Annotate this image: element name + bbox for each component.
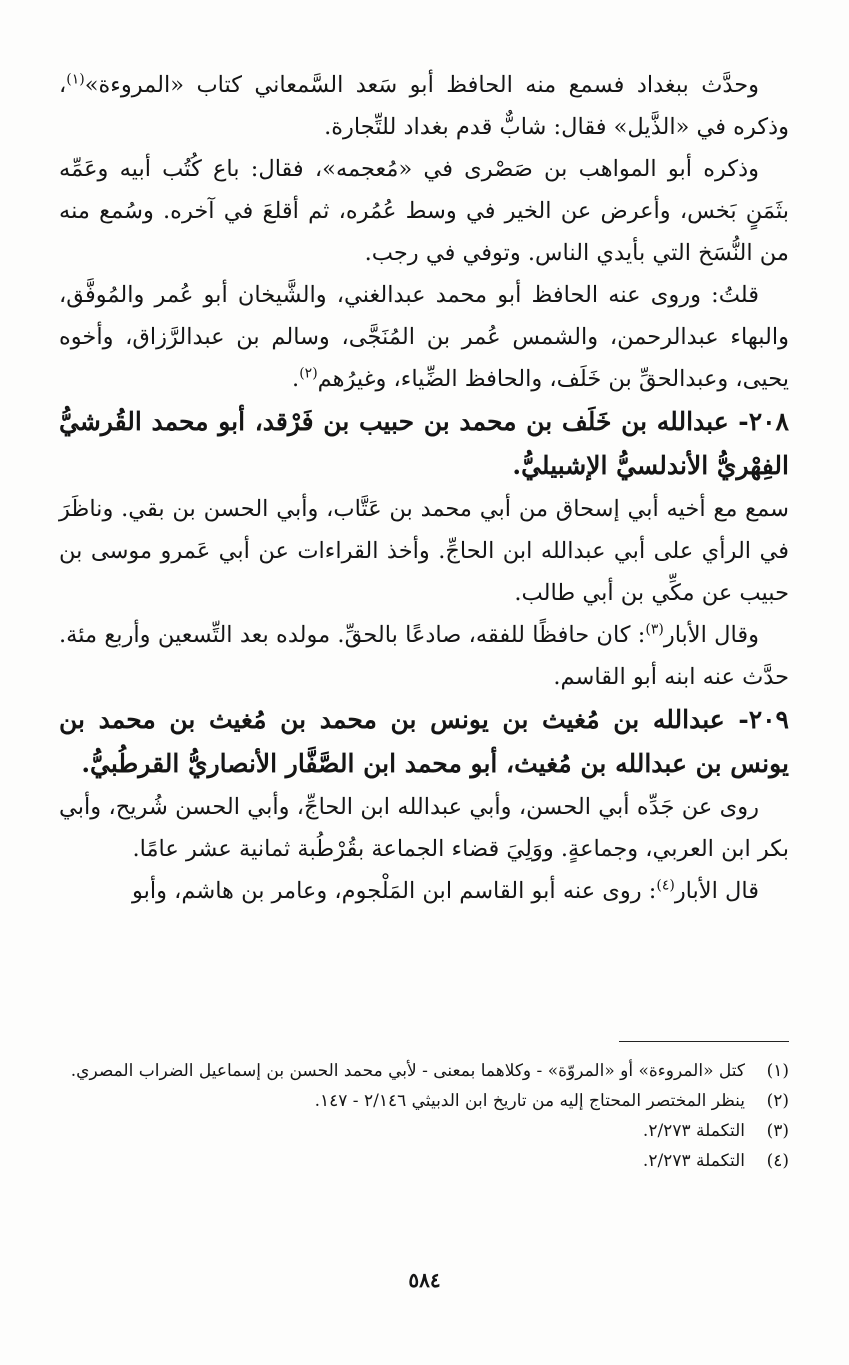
footnotes [59, 1056, 789, 1176]
paragraph-text-cont: : روى عنه أبو القاسم ابن المَلْجوم، وعامر بن هاشم، وأبو [131, 878, 657, 904]
main-text [59, 64, 789, 912]
paragraph-sasra [59, 148, 789, 274]
footnote-marker: (٣) [766, 1121, 789, 1141]
footnote-text: التكملة ٢/٢٧٣. [642, 1121, 745, 1141]
footnote-divider [619, 1041, 789, 1042]
footnote-ref-4[interactable]: (٤) [656, 877, 675, 894]
footnote-1 [59, 1056, 789, 1086]
footnote-marker: (١) [766, 1061, 789, 1081]
entry-208-heading [59, 400, 789, 488]
entry-209-paragraph [59, 786, 789, 870]
entry-209-paragraph-abbar [59, 870, 789, 912]
paragraph-text-cont: : كان حافظًا للفقه، صادعًا بالحقِّ. مولده بعد التِّسعين وأربع مئة. حدَّث عنه ابنه أبو القاسم. [59, 622, 789, 690]
entry-title: عبدالله بن مُغيث بن يونس بن محمد بن مُغيث بن محمد بن يونس بن عبدالله بن مُغيث، أبو محمد ابن الصَّفَّار الأنصاريُّ القرطُبيُّ. [59, 705, 789, 778]
entry-number: ٢٠٨- [738, 407, 789, 436]
paragraph-text: وحدَّث ببغداد فسمع منه الحافظ أبو سَعد السَّمعاني كتاب «المروءة» [84, 72, 759, 98]
footnote-marker: (٤) [766, 1151, 789, 1171]
paragraph-text: وقال الأبار [663, 622, 759, 648]
paragraph-text-cont: ، وذكره في «الذَّيل» فقال: شابٌّ قدم بغداد للتِّجارة. [59, 72, 789, 140]
footnote-ref-2[interactable]: (٢) [299, 365, 318, 382]
entry-title: عبدالله بن خَلَف بن محمد بن حبيب بن فَرْقد، أبو محمد القُرشيُّ الفِهْريُّ الأندلسيُّ الإشبيليُّ. [59, 407, 789, 480]
footnote-text: التكملة ٢/٢٧٣. [642, 1151, 745, 1171]
paragraph-narrators [59, 274, 789, 400]
footnote-ref-3[interactable]: (٣) [645, 621, 664, 638]
footnote-2 [59, 1086, 789, 1116]
entry-208-paragraph-abbar [59, 614, 789, 698]
footnote-text: ينظر المختصر المحتاج إليه من تاريخ ابن الدبيثي ٢/١٤٦ - ١٤٧. [314, 1091, 745, 1111]
footnote-marker: (٢) [766, 1091, 789, 1111]
paragraph-text-cont: . [292, 366, 300, 392]
footnote-text: كتل «المروءة» أو «المروّة» - وكلاهما بمعنى - لأبي محمد الحسن بن إسماعيل الضراب المصري. [70, 1061, 745, 1081]
page-number: ٥٨٤ [408, 1268, 441, 1292]
paragraph-text: سمع مع أخيه أبي إسحاق من أبي محمد بن عَتَّاب، وأبي الحسن بن بقي. وناظَرَ في الرأي على أبي عبدالله ابن الحاجِّ. وأخذ القراءات عن أبي عَمرو موسى بن حبيب عن مكِّي بن أبي طالب. [59, 496, 789, 606]
entry-number: ٢٠٩- [738, 705, 789, 734]
paragraph-text: وذكره أبو المواهب بن صَصْرى في «مُعجمه»، فقال: باع كُتُب أبيه وعَمِّه بثَمَنٍ بَخس، وأعرض عن الخير في وسط عُمُره، ثم أقلعَ في آخره. وسُمع منه من النُّسَخ التي بأيدي الناس. وتوفي في رجب. [59, 156, 789, 266]
paragraph-text: قال الأبار [674, 878, 759, 904]
entry-209-heading [59, 698, 789, 786]
paragraph-text: روى عن جَدِّه أبي الحسن، وأبي عبدالله ابن الحاجِّ، وأبي الحسن شُريح، وأبي بكر ابن العربي، وجماعةٍ. ووَلِيَ قضاء الجماعة بقُرْطُبة ثمانية عشر عامًا. [59, 794, 789, 862]
entry-208-paragraph [59, 488, 789, 614]
footnote-4 [59, 1146, 789, 1176]
paragraph-samaani [59, 64, 789, 148]
footnote-ref-1[interactable]: (١) [66, 71, 85, 88]
footnote-3 [59, 1116, 789, 1146]
paragraph-text: قلتُ: وروى عنه الحافظ أبو محمد عبدالغني، والشَّيخان أبو عُمر والمُوفَّق، والبهاء عبدالرحمن، والشمس عُمر بن المُنَجَّى، وسالم بن عبدالرَّزاق، وأخوه يحيى، وعبدالحقِّ بن خَلَف، والحافظ الضِّياء، وغيرُهم [59, 282, 789, 392]
